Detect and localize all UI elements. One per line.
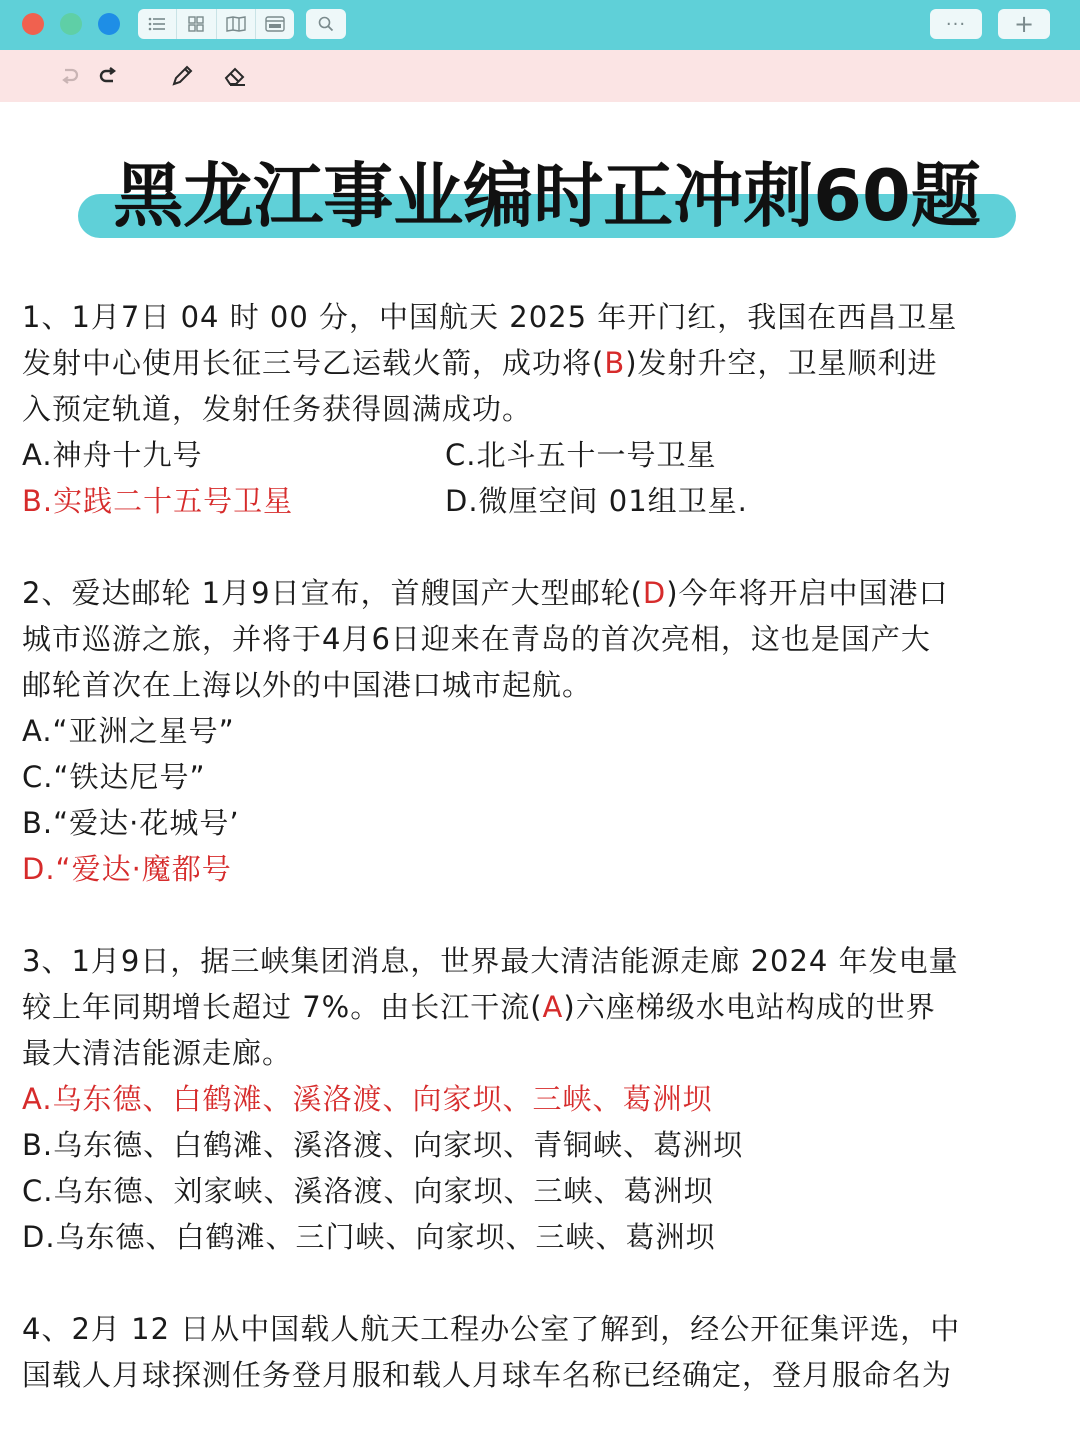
option-b-answer: B.实践二十五号卫星 (22, 484, 294, 518)
text-span: )六座梯级水电站构成的世界 (563, 990, 936, 1024)
text-span: 较上年同期增长超过 7%。由长江干流( (22, 990, 543, 1024)
option-b: B.“爱达·花城号’ (22, 806, 240, 840)
minimize-window-button[interactable] (60, 13, 82, 35)
question-text-line: 最大清洁能源走廊。 (22, 1036, 293, 1070)
question-text-line: 3、1月9日，据三峡集团消息，世界最大清洁能源走廊 2024 年发电量 (22, 944, 959, 978)
option-d-answer: D.“爱达·魔都号 (22, 852, 232, 886)
question-text-line (22, 340, 1052, 386)
option-c: C.“铁达尼号” (22, 760, 206, 794)
more-button[interactable]: ··· (930, 9, 982, 39)
question-1 (22, 294, 1052, 524)
answer-mark: D (642, 576, 667, 610)
question-3 (22, 938, 1052, 1260)
option-a: A.神舟十九号 (22, 438, 203, 472)
add-page-button[interactable]: + (998, 9, 1050, 39)
window-titlebar (0, 0, 1080, 50)
question-text-line: 1、1月7日 04 时 00 分，中国航天 2025 年开门红，我国在西昌卫星 (22, 300, 958, 334)
question-text-line: 邮轮首次在上海以外的中国港口城市起航。 (22, 668, 593, 702)
search-icon (318, 16, 334, 32)
text-span: )发射升空，卫星顺利进 (625, 346, 938, 380)
list-view-button[interactable] (138, 9, 177, 39)
undo-button[interactable] (56, 62, 84, 90)
grid-view-button[interactable] (177, 9, 216, 39)
text-span: )今年将开启中国港口 (666, 576, 949, 610)
option-d: D.乌东德、白鹤滩、三门峡、向家坝、三峡、葛洲坝 (22, 1220, 716, 1254)
option-a: A.“亚洲之星号” (22, 714, 235, 748)
text-span: 2、爱达邮轮 1月9日宣布，首艘国产大型邮轮( (22, 576, 643, 610)
question-text-line (22, 984, 1052, 1030)
question-text-line (22, 570, 1052, 616)
question-content (22, 294, 1052, 1398)
question-text-line: 城市巡游之旅，并将于4月6日迎来在青岛的首次亮相，这也是国产大 (22, 622, 931, 656)
spacer (22, 1260, 1052, 1306)
text-span: 发射中心使用长征三号乙运载火箭，成功将( (22, 346, 605, 380)
book-view-button[interactable] (217, 9, 256, 39)
grid-icon (188, 16, 204, 32)
option-c: C.北斗五十一号卫星 (445, 438, 717, 472)
redo-button[interactable] (94, 62, 122, 90)
question-text-line: 4、2月 12 日从中国载人航天工程办公室了解到，经公开征集评选，中 (22, 1312, 961, 1346)
pen-tool-button[interactable] (168, 62, 196, 90)
answer-mark: B (604, 346, 626, 380)
spacer (22, 524, 1052, 570)
eraser-icon (223, 64, 249, 88)
title-block (78, 150, 1016, 250)
zoom-window-button[interactable] (98, 13, 120, 35)
close-window-button[interactable] (22, 13, 44, 35)
edit-toolbar (0, 50, 1080, 102)
redo-icon (97, 66, 119, 86)
search-button[interactable] (306, 9, 346, 39)
options-row (22, 478, 1052, 524)
page-title: 黑龙江事业编时正冲刺60题 (113, 155, 981, 237)
list-icon (148, 16, 166, 32)
panel-view-button[interactable] (256, 9, 294, 39)
spacer (22, 892, 1052, 938)
option-b: B.乌东德、白鹤滩、溪洛渡、向家坝、青铜峡、葛洲坝 (22, 1128, 744, 1162)
question-2 (22, 570, 1052, 892)
option-a-answer: A.乌东德、白鹤滩、溪洛渡、向家坝、三峡、葛洲坝 (22, 1082, 713, 1116)
question-text-line: 国载人月球探测任务登月服和载人月球车名称已经确定，登月服命名为 (22, 1358, 953, 1392)
panel-icon (265, 16, 285, 32)
pen-icon (170, 64, 194, 88)
book-icon (226, 16, 246, 32)
eraser-tool-button[interactable] (222, 62, 250, 90)
undo-icon (59, 66, 81, 86)
options-row (22, 432, 1052, 478)
question-text-line: 入预定轨道，发射任务获得圆满成功。 (22, 392, 533, 426)
view-switcher (138, 9, 294, 39)
option-d: D.微厘空间 01组卫星. (445, 484, 748, 518)
option-c: C.乌东德、刘家峡、溪洛渡、向家坝、三峡、葛洲坝 (22, 1174, 714, 1208)
question-4 (22, 1306, 1052, 1398)
answer-mark: A (542, 990, 564, 1024)
